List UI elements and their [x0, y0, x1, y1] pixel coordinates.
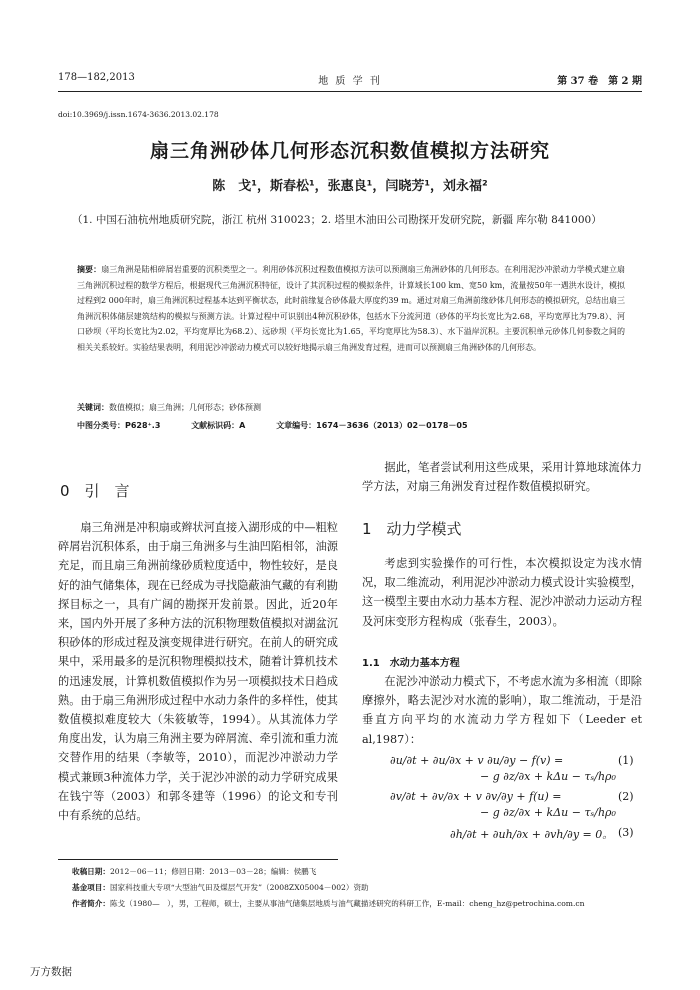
section-0-heading: 0 引 言 [60, 482, 130, 500]
section-1-text: 考虑到实验操作的可行性，本次模拟设定为浅水情况，取二维流动，利用泥沙冲淤动力模式设计实验模型，这一模型主要由水动力基本方程、泥沙冲淤动力运动方程及河床变形方程构成（张春生，2003）。 [362, 557, 642, 628]
document-code: 文献标识码：A [191, 421, 246, 430]
abstract-label: 摘要： [77, 265, 102, 274]
fund-label: 基金项目： [72, 883, 110, 892]
section-1-heading: 1 动力学模式 [362, 520, 462, 538]
footnote-dates [72, 866, 642, 878]
equation-1-rhs: − g ∂z/∂x + kΔu − τₛ/hρ₀ [480, 770, 616, 783]
footnote-rule [58, 859, 338, 860]
equation-3-number: (3) [618, 826, 634, 839]
subsection-1-1-text: 在泥沙冲淤动力模式下，不考虑水流为多相流（即除摩擦外，略去泥沙对水流的影响），取二维流动，于是沿垂直方向平均的水流动力学方程如下（Leeder et al,1987）： [362, 675, 642, 746]
equation-2-rhs: − g ∂z/∂x + kΔu − τₛ/hρ₀ [480, 806, 616, 819]
author-bio-text: 陈戈（1980— ），男，工程师，硕士，主要从事油气储集层地质与油气藏描述研究的科研工作，E-mail：cheng_hz@petrochina.com.cn [109, 899, 585, 908]
watermark: 万方数据 [30, 966, 72, 978]
header-journal: 地 质 学 刊 [318, 76, 382, 87]
classification-line [77, 420, 496, 431]
clc-number: 中图分类号：P628⁺.3 [77, 421, 161, 430]
abstract [77, 262, 625, 355]
section-0-text: 扇三角洲是冲积扇或辫状河直接入湖形成的中—粗粒碎屑岩沉积体系，由于扇三角洲多与生油凹陷相邻，油源充足，而且扇三角洲前缘砂质粒度适中，物性较好，是良好的油气储集体，现在已经成为寻找隐蔽油气藏的有利勘探目标之一，具有广阔的勘探开发前景。因此，近20年来，国内外开展了多种方法的沉积物理数值模拟对湖盆沉积砂体的形成过程及演变规律进行研究。在前人的研究成果中，采用最多的是沉积物理模拟技术，随着计算机技术的迅速发展，计算机数值模拟作为另一项模拟技术日趋成熟。由于扇三角洲形成过程中水动力条件的多样性，使其数值模拟难度较大（朱筱敏等，1994）。从其流体力学角度出发，认为扇三角洲主要为碎屑流、牵引流和重力流交替作用的结果（李敏等，2010），而泥沙冲淤动力学模式兼顾3种流体力学，关于泥沙冲淤的动力学研究成果在钱宁等（2003）和郭冬建等（1996）的论文和专刊中有系统的总结。 [58, 521, 338, 823]
article-id: 文章编号：1674－3636（2013）02－0178－05 [276, 421, 468, 430]
subsection-1-1-heading: 1.1 水动力基本方程 [362, 658, 460, 669]
affiliations: （1. 中国石油杭州地质研究院，浙江 杭州 310023；2. 塔里木油田公司勘探开发研究院，新疆 库尔勒 841000） [72, 214, 602, 226]
header-volume: 第 37 卷 第 2 期 [557, 76, 642, 87]
doi[interactable]: doi:10.3969/j.issn.1674-3636.2013.02.178 [58, 110, 219, 119]
keywords-text: 数值模拟；扇三角洲；几何形态；砂体预测 [109, 403, 261, 412]
header-pages: 178—182,2013 [58, 72, 135, 83]
header-rule [58, 91, 642, 92]
dates-text: 2012－06－11；修回日期：2013－03－28；编辑：侯鹏飞 [109, 867, 317, 876]
equation-3-lhs: ∂h/∂t + ∂uh/∂x + ∂vh/∂y = 0。 [450, 828, 614, 841]
dates-label: 收稿日期： [72, 867, 110, 876]
equation-1-number: (1) [618, 754, 634, 767]
paper-title: 扇三角洲砂体几何形态沉积数值模拟方法研究 [149, 140, 550, 162]
fund-text: 国家科技重大专项“大型油气田及煤层气开发”（2008ZX05004－002）资助 [109, 883, 369, 892]
intro-continuation: 据此，笔者尝试利用这些成果，采用计算地球流体力学方法，对扇三角洲发育过程作数值模拟研究。 [362, 461, 642, 494]
equation-2-lhs: ∂v/∂t + ∂v/∂x + v ∂v/∂y + f(u) = [390, 790, 562, 803]
authors: 陈 戈¹，斯春松¹，张惠良¹，闫晓芳¹，刘永福² [212, 179, 488, 194]
abstract-text: 扇三角洲是陆相碎屑岩重要的沉积类型之一。利用砂体沉积过程数值模拟方法可以预测扇三角洲砂体的几何形态。在利用泥沙冲淤动力学模式建立扇三角洲沉积过程的数学方程后，根据现代三角洲沉积特征，设计了其沉积过程的模拟条件，计算域长100 km、宽50 km，流量按50年一遇洪水设计，模拟过程到2 000年时，扇三角洲沉积过程基本达到平衡状态，此时前缘复合砂体最大厚度约39 m。通过对扇三角洲前缘砂体几何形态的模拟研究，总结出扇三角洲沉积体储层建筑结构的模拟与预测方法。计算过程中可识别出4种沉积砂体，包括水下分流河道（砂体的平均长宽比为2.68，平均宽厚比为79.8）、河口砂坝（平均长宽比为2.02，平均宽厚比为68.2）、远砂坝（平均长宽比为1.65，平均宽厚比为58.3）、水下溢岸沉积。主要沉积单元砂体几何参数之间的相关关系较好。实验结果表明，利用泥沙冲淤动力模式可以较好地揭示扇三角洲发育过程，进而可以预测扇三角洲砂体的几何形态。 [77, 265, 626, 352]
keywords [77, 402, 625, 413]
equation-2-number: (2) [618, 790, 634, 803]
keywords-label: 关键词： [77, 403, 109, 412]
footnote-fund [72, 882, 642, 894]
footnote-author-bio [72, 898, 642, 910]
equation-1-lhs: ∂u/∂t + ∂u/∂x + v ∂u/∂y − f(v) = [390, 754, 564, 767]
author-bio-label: 作者简介： [72, 899, 110, 908]
